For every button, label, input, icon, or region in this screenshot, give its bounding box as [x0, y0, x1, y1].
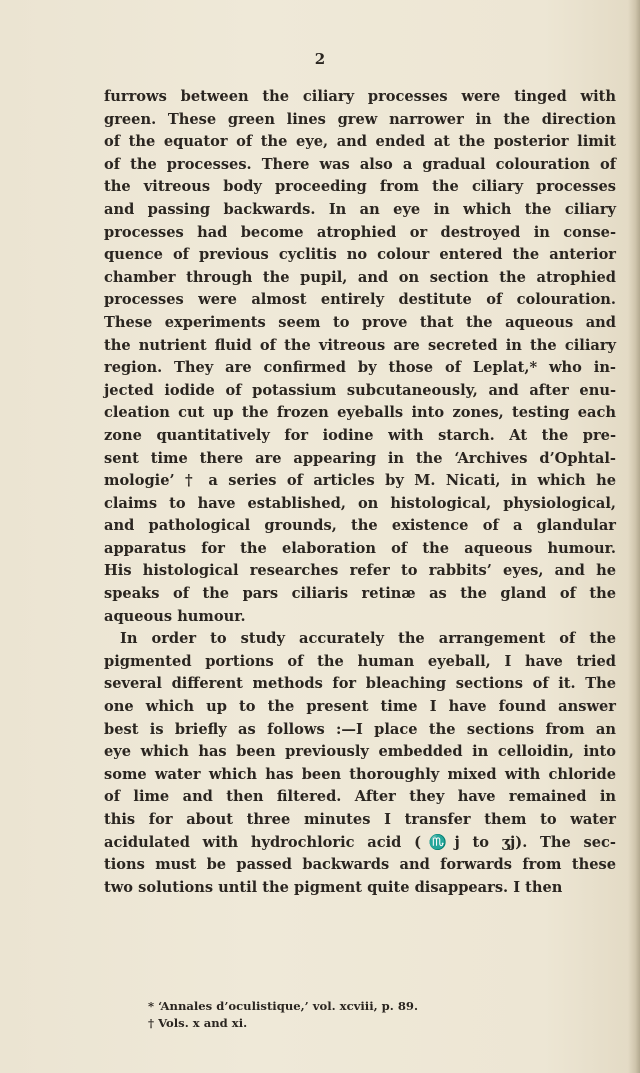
text-line: pigmented portions of the human eyeball, I have tried — [104, 652, 616, 670]
text-line: tions must be passed backwards and forwards from these — [104, 856, 616, 874]
text-line: region. They are confirmed by those of Leplat,* who in- — [104, 359, 616, 377]
text-line: His histological researches refer to rabbits’ eyes, and he — [104, 562, 616, 580]
text-line: chamber through the pupil, and on section the atrophied — [104, 268, 616, 286]
text-line: green. These green lines grew narrower in the direction — [104, 110, 616, 128]
page-edge-shadow — [628, 0, 640, 1073]
text-line: speaks of the pars ciliaris retinæ as the gland of the — [104, 585, 616, 603]
text-line: apparatus for the elaboration of the aqueous humour. — [104, 539, 616, 557]
text-line: processes had become atrophied or destroyed in conse- — [104, 223, 616, 241]
text-line: zone quantitatively for iodine with starch. At the pre- — [104, 426, 616, 444]
text-line: furrows between the ciliary processes were tinged with — [104, 88, 616, 105]
text-line: aqueous humour. — [104, 607, 246, 625]
paragraph-2 — [104, 628, 616, 899]
text-line: of the processes. There was also a gradual colouration of — [104, 155, 616, 173]
text-line: In order to study accurately the arrangement of the — [120, 630, 616, 648]
text-line: best is briefly as follows :—I place the sections from an — [104, 720, 616, 738]
text-line: one which up to the present time I have found answer — [104, 698, 616, 716]
body-text — [104, 86, 616, 899]
page-number: 2 — [314, 50, 326, 68]
text-line: claims to have established, on histological, physiological, — [104, 494, 616, 512]
text-line: sent time there are appearing in the ‘Archives d’Ophtal- — [104, 449, 616, 467]
text-line: eye which has been previously embedded in celloidin, into — [104, 743, 616, 761]
paragraph-1 — [104, 86, 616, 628]
text-line: and pathological grounds, the existence of a glandular — [104, 517, 616, 535]
text-line: two solutions until the pigment quite disappears. I then — [104, 878, 563, 896]
text-line: of lime and then filtered. After they have remained in — [104, 788, 616, 806]
text-line: quence of previous cyclitis no colour entered the anterior — [104, 246, 616, 264]
text-line: the vitreous body proceeding from the ciliary processes — [104, 178, 616, 196]
text-line: several different methods for bleaching sections of it. The — [104, 675, 616, 693]
text-line: this for about three minutes I transfer them to water — [104, 811, 616, 828]
text-line: jected iodide of potassium subcutaneously, and after enu- — [104, 381, 616, 399]
text-line: mologie’ † a series of articles by M. Nicati, in which he — [104, 472, 616, 490]
text-line: the nutrient fluid of the vitreous are secreted in the ciliary — [104, 336, 616, 354]
text-line: and passing backwards. In an eye in which the ciliary — [104, 200, 616, 218]
text-line: some water which has been thoroughly mixed with chloride — [104, 765, 616, 783]
footnote-2: † Vols. x and xi. — [148, 1016, 248, 1030]
text-line: of the equator of the eye, and ended at the posterior limit — [104, 133, 616, 151]
text-line: These experiments seem to prove that the aqueous and — [104, 313, 616, 331]
text-line: cleation cut up the frozen eyeballs into zones, testing each — [104, 404, 616, 422]
footnote-1: * ‘Annales d’oculistique,’ vol. xcviii, p. 89. — [148, 999, 419, 1013]
text-line: acidulated with hydrochloric acid (♏j to ʒj). The sec- — [104, 833, 616, 851]
footnotes — [148, 998, 588, 1032]
text-line: processes were almost entirely destitute of colouration. — [104, 291, 616, 309]
